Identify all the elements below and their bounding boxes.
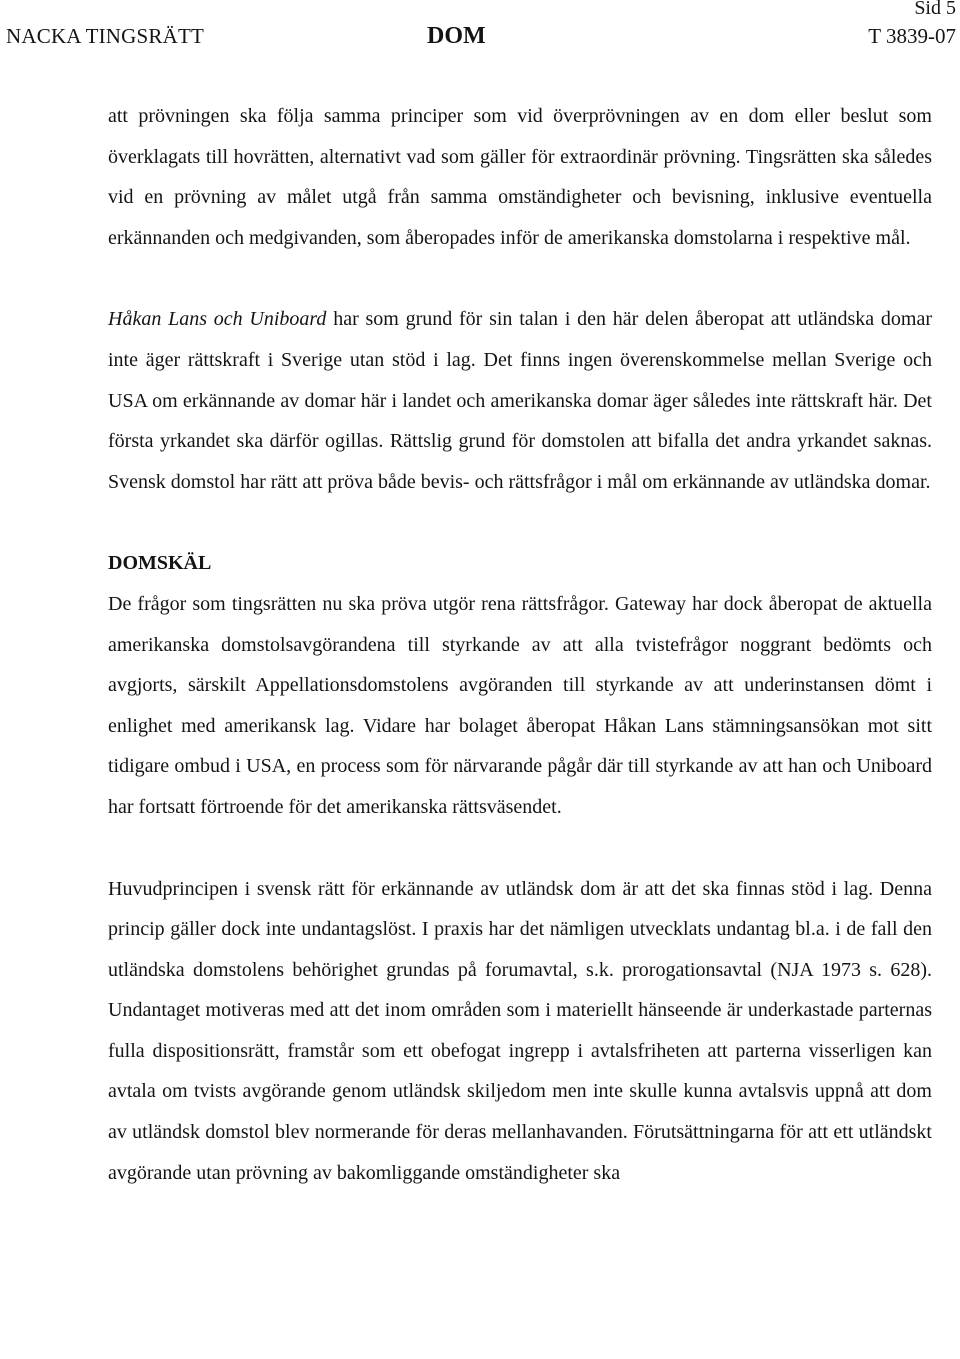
document-type: DOM [427, 23, 486, 49]
court-name: NACKA TINGSRÄTT [6, 24, 205, 48]
section-heading: DOMSKÄL [108, 552, 212, 575]
document-header [0, 20, 960, 52]
document-body [108, 96, 932, 1193]
paragraph-spacer [108, 258, 932, 299]
paragraph-2 [108, 299, 932, 502]
paragraph-spacer [108, 828, 932, 869]
page-number: Sid 5 [914, 0, 956, 19]
paragraph-4: Huvudprincipen i svensk rätt för erkännande av utländsk dom är att det ska finnas stöd i lag. Denna princip gäller dock inte undantagslöst. I praxis har det nämligen utvecklats undantag bl.a. i de fall den utländska domstolens behörighet grundas på forumavtal, s.k. prorogationsavtal (NJA 1973 s. 628). Undantaget motiveras med att det inom områden som i materiellt hänseende är underkastade parternas fulla dispositionsrätt, framstår som ett obefogat ingrepp i avtalsfriheten att parterna visserligen kan avtala om tvists avgörande genom utländsk skiljedom men inte skulle kunna avtalsvis uppnå att dom av utländsk domstol blev normerande för deras mellanhavanden. Förutsättningarna för att ett utländskt avgörande utan prövning av bakomliggande omständigheter ska [108, 877, 932, 1184]
paragraph-3: De frågor som tingsrätten nu ska pröva utgör rena rättsfrågor. Gateway har dock åberopat de aktuella amerikanska domstolsavgörandena till styrkande av att alla tvistefrågor noggrant bedömts och avgjorts, särskilt Appellationsdomstolens avgöranden till styrkande av att underinstansen dömt i enlighet med amerikansk lag. Vidare har bolaget åberopat Håkan Lans stämningsansökan mot sitt tidigare ombud i USA, en process som för närvarande pågår där till styrkande av att han och Uniboard har fortsatt förtroende för det amerikanska rättsväsendet. [108, 592, 932, 818]
paragraph-1: att prövningen ska följa samma principer som vid överprövningen av en dom eller beslut som överklagats till hovrätten, alternativt vad som gäller för extraordinär prövning. Tingsrätten ska således vid en prövning av målet utgå från samma omständigheter och bevisning, inklusive eventuella erkännanden och medgivanden, som åberopades inför de amerikanska domstolarna i respektive mål. [108, 105, 932, 249]
paragraph-spacer [108, 502, 932, 543]
case-number: T 3839-07 [868, 24, 956, 48]
party-names: Håkan Lans och Uniboard [108, 308, 327, 331]
paragraph-2-text: har som grund för sin talan i den här delen åberopat att utländska domar inte äger rättskraft i Sverige utan stöd i lag. Det finns ingen överenskommelse mellan Sverige och USA om erkännande av domar här i landet och amerikanska domar äger således inte rättskraft här. Det första yrkandet ska därför ogillas. Rättslig grund för domstolen att bifalla det andra yrkandet saknas. Svensk domstol har rätt att pröva både bevis- och rättsfrågor i mål om erkännande av utländska domar. [108, 308, 932, 493]
